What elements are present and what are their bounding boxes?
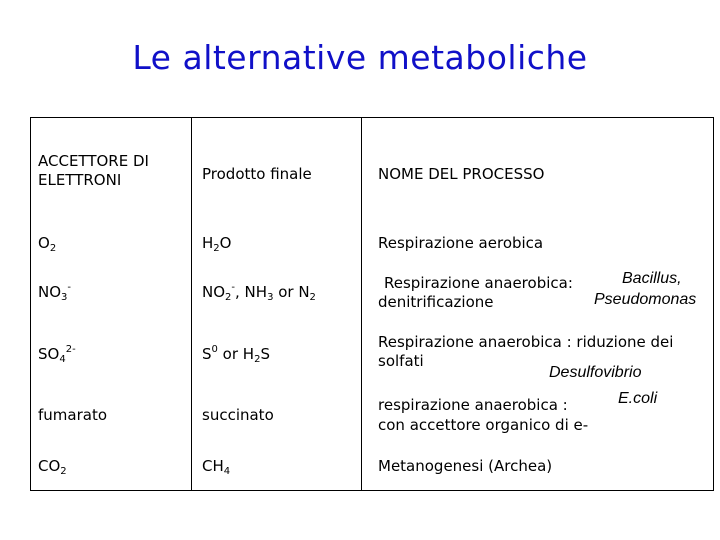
table-border-right <box>713 118 714 490</box>
product-subscript: 2 <box>213 243 220 254</box>
acceptor-formula: SO <box>38 345 60 363</box>
process-line2: denitrificazione <box>378 293 494 311</box>
product-formula: CH <box>202 457 224 475</box>
product-superscript: 0 <box>211 344 218 355</box>
header-acceptor <box>38 152 149 190</box>
process-cell: Metanogenesi (Archea) <box>378 457 553 475</box>
acceptor-cell <box>38 345 76 364</box>
acceptor-cell <box>38 234 56 253</box>
metabolism-table <box>30 117 714 491</box>
product-cell <box>202 234 231 253</box>
acceptor-subscript: 4 <box>59 354 66 365</box>
organism-label: E.coli <box>618 390 658 407</box>
acceptor-cell <box>38 283 71 302</box>
product-formula: NO <box>202 283 226 301</box>
process-line2: con accettore organico di e- <box>378 416 589 434</box>
product-subscript: 2 <box>225 292 232 303</box>
product-subscript: 2 <box>254 354 261 365</box>
product-cell: succinato <box>202 406 274 424</box>
process-line1: respirazione anaerobica : <box>378 396 568 414</box>
product-formula: H <box>202 234 214 252</box>
acceptor-subscript: 2 <box>49 243 57 254</box>
process-cell: Respirazione aerobica <box>378 234 544 252</box>
organism-label: Pseudomonas <box>594 291 697 308</box>
product-cell <box>202 283 316 302</box>
column-divider-2 <box>361 118 362 490</box>
organism-label: Desulfovibrio <box>549 364 642 381</box>
process-line1: Respirazione anaerobica: <box>384 274 573 292</box>
organism-label: Bacillus, <box>622 270 682 287</box>
header-process: NOME DEL PROCESSO <box>378 165 545 183</box>
header-product: Prodotto finale <box>202 165 312 183</box>
header-acceptor-line2: ELETTRONI <box>38 171 122 189</box>
acceptor-charge: 2- <box>65 344 76 355</box>
product-formula-part2: or H <box>217 345 255 363</box>
column-divider-1 <box>191 118 192 490</box>
acceptor-charge: - <box>67 282 72 293</box>
acceptor-cell: fumarato <box>38 406 108 424</box>
product-formula: S <box>202 345 212 363</box>
table-border-left <box>30 118 31 490</box>
page-title: Le alternative metaboliche <box>132 38 588 77</box>
acceptor-subscript: 2 <box>60 466 67 477</box>
product-cell <box>202 345 270 364</box>
product-cell <box>202 457 230 476</box>
acceptor-formula: CO <box>38 457 61 475</box>
product-formula-part3: or N <box>273 283 310 301</box>
product-formula-part2: , NH <box>235 283 268 301</box>
product-formula-part3: S <box>260 345 270 363</box>
product-subscript: 2 <box>309 292 316 303</box>
acceptor-cell <box>38 457 67 476</box>
process-line1: Respirazione anaerobica : riduzione dei <box>378 333 674 351</box>
product-subscript: 4 <box>223 466 231 477</box>
acceptor-formula: O <box>38 234 50 252</box>
acceptor-formula: NO <box>38 283 62 301</box>
header-acceptor-line1: ACCETTORE DI <box>38 152 149 170</box>
product-subscript: 3 <box>267 292 274 303</box>
acceptor-subscript: 3 <box>61 292 68 303</box>
product-formula-tail: O <box>219 234 232 252</box>
process-line2: solfati <box>378 352 424 370</box>
product-charge: - <box>231 282 236 293</box>
